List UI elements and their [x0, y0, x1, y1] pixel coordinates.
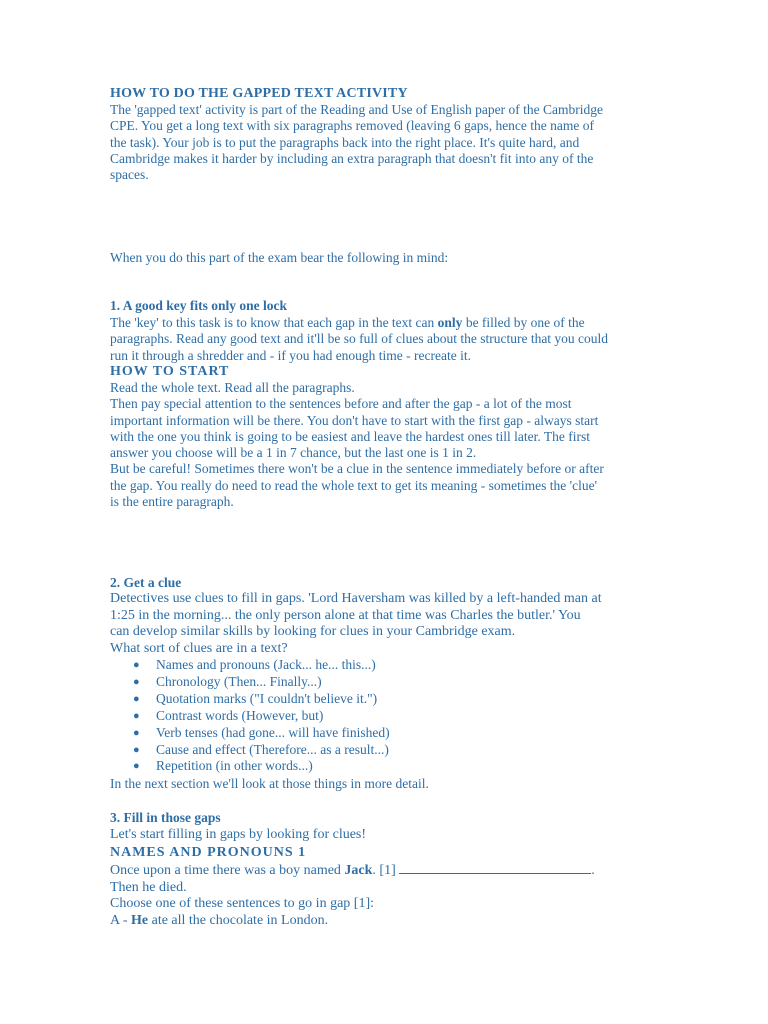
how-to-start-line: answer you choose will be a 1 in 7 chance, but the last one is 1 in 2. [110, 445, 477, 461]
list-item [110, 674, 660, 691]
section2-after-text: In the next section we'll look at those things in more detail. [110, 776, 429, 791]
how-to-start-line: But be careful! Sometimes there won't be a clue in the sentence immediately before or after [110, 461, 604, 477]
list-item-text: Contrast words (However, but) [156, 707, 324, 723]
example-line: Then he died. [110, 879, 187, 895]
intro-line: The 'gapped text' activity is part of the Reading and Use of English paper of the Cambridge [110, 102, 603, 117]
bullet-icon: ● [133, 743, 140, 756]
bear-in-mind-text: When you do this part of the exam bear the following in mind: [110, 250, 449, 265]
section2-line: Detectives use clues to fill in gaps. 'Lord Haversham was killed by a left-handed man at [110, 591, 602, 606]
list-item [110, 725, 660, 742]
list-item-text: Verb tenses (had gone... will have finished) [156, 724, 390, 740]
section2-line: can develop similar skills by looking for clues in your Cambridge exam. [110, 624, 516, 640]
section1-line: run it through a shredder and - if you had enough time - recreate it. [110, 347, 471, 363]
list-item-text: Cause and effect (Therefore... as a result...) [156, 741, 389, 757]
how-to-start-line: important information will be there. You don't have to start with the first gap - always start [110, 412, 599, 428]
section3-intro: Let's start filling in gaps by looking for clues! [110, 827, 367, 842]
how-to-start-line: with the one you think is going to be easiest and leave the hardest ones till later. The first [110, 428, 591, 444]
list-item [110, 657, 660, 674]
section1-text: The 'key' to this task is to know that each gap in the text can [110, 315, 438, 330]
how-to-start-line: Read the whole text. Read all the paragraphs. [110, 380, 355, 395]
list-item-text: Names and pronouns (Jack... he... this...) [156, 657, 376, 672]
document-title: HOW TO DO THE GAPPED TEXT ACTIVITY [110, 86, 408, 101]
list-item [110, 691, 660, 708]
section2-line: 1:25 in the morning... the only person alone at that time was Charles the butler.' You [110, 607, 581, 623]
how-to-start-heading: HOW TO START [110, 364, 230, 379]
example-text: . [591, 863, 595, 878]
example-line [110, 861, 660, 880]
section1-line: paragraphs. Read any good text and it'll be so full of clues about the structure that you could [110, 331, 609, 347]
option-a [110, 913, 660, 930]
option-pronoun: He [131, 912, 149, 928]
intro-line: spaces. [110, 167, 149, 183]
list-item [110, 758, 660, 775]
intro-line: CPE. You get a long text with six paragraphs removed (leaving 6 gaps, hence the name of [110, 118, 595, 134]
example-name: Jack [344, 863, 373, 878]
bullet-icon: ● [133, 675, 140, 688]
example-text: . [1] [372, 863, 400, 878]
bullet-icon: ● [133, 760, 140, 773]
bullet-icon: ● [133, 709, 140, 722]
intro-paragraph [110, 102, 660, 183]
names-pronouns-heading: NAMES AND PRONOUNS 1 [110, 845, 307, 860]
example-paragraph [110, 861, 660, 929]
list-item [110, 742, 660, 759]
section1-heading: 1. A good key fits only one lock [110, 298, 288, 313]
how-to-start-line: is the entire paragraph. [110, 494, 234, 510]
how-to-start-line: the gap. You really do need to read the whole text to get its meaning - sometimes the 'clue' [110, 477, 597, 493]
section2-line: What sort of clues are in a text? [110, 640, 288, 656]
section2-paragraph [110, 591, 660, 657]
list-item-text: Repetition (in other words...) [156, 758, 313, 774]
list-item-text: Chronology (Then... Finally...) [156, 673, 322, 689]
bullet-icon: ● [133, 726, 140, 739]
section1-emphasis: only [437, 315, 463, 330]
list-item [110, 708, 660, 725]
section2-heading: 2. Get a clue [110, 575, 182, 590]
clue-list [110, 657, 660, 775]
answer-gap[interactable] [399, 861, 591, 874]
bullet-icon: ● [133, 692, 140, 705]
example-text: Once upon a time there was a boy named [110, 863, 345, 878]
section1-paragraph [110, 315, 660, 364]
section1-text: be filled by one of the [462, 315, 585, 330]
how-to-start-paragraph [110, 380, 660, 510]
option-label: A - [110, 912, 131, 928]
section1-line [110, 315, 660, 331]
how-to-start-line: Then pay special attention to the sentences before and after the gap - a lot of the most [110, 396, 572, 412]
option-text: ate all the chocolate in London. [148, 912, 329, 928]
choose-instruction: Choose one of these sentences to go in gap [1]: [110, 896, 374, 912]
section3-heading: 3. Fill in those gaps [110, 810, 221, 825]
intro-line: Cambridge makes it harder by including an extra paragraph that doesn't fit into any of the [110, 150, 594, 166]
intro-line: the task). Your job is to put the paragraphs back into the right place. It's quite hard, and [110, 134, 580, 150]
list-item-text: Quotation marks ("I couldn't believe it.") [156, 690, 378, 706]
bullet-icon: ● [133, 659, 140, 671]
